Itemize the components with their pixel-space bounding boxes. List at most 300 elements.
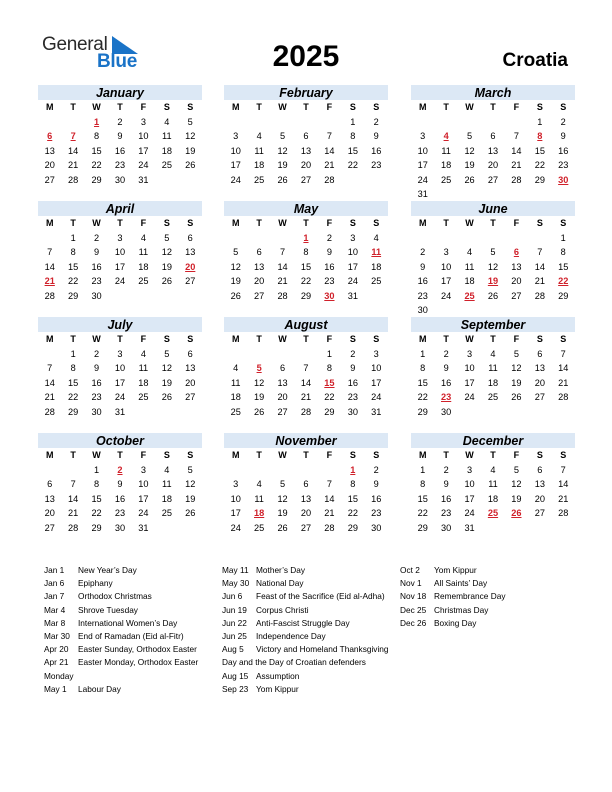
day-cell: 18 (487, 493, 499, 504)
day-cell: 25 (161, 508, 172, 518)
day-cell: 8 (420, 363, 426, 373)
day-cell: 29 (68, 406, 79, 417)
day-cell: 3 (140, 464, 146, 475)
day-cell: 20 (185, 377, 196, 388)
day-cell: 19 (254, 392, 265, 402)
logo-text-general: General (42, 34, 108, 55)
day-cell: 24 (114, 276, 126, 286)
day-cell: 20 (300, 508, 312, 518)
week-row (411, 492, 575, 507)
day-cell: 9 (117, 479, 123, 489)
weekday-label: W (465, 450, 474, 460)
day-cell: 19 (185, 145, 196, 156)
day-cell: 27 (254, 290, 265, 301)
holiday-day-cell: 20 (185, 261, 196, 272)
holiday-name: Orthodox Christmas (78, 591, 152, 602)
day-cell: 26 (277, 522, 288, 533)
holiday-date: Mar 30 (44, 630, 70, 641)
day-cell: 3 (117, 232, 123, 243)
day-cell: 17 (441, 276, 452, 286)
day-cell: 27 (534, 508, 545, 518)
day-cell: 14 (558, 479, 569, 489)
weekday-label: S (349, 450, 356, 460)
day-cell: 10 (464, 363, 475, 373)
day-cell: 16 (371, 145, 382, 156)
day-cell: 25 (138, 276, 149, 286)
holiday-day-cell: 2 (117, 464, 123, 475)
day-cell: 23 (91, 276, 102, 286)
day-cell: 29 (534, 174, 545, 185)
day-cell: 30 (417, 305, 428, 315)
holiday-name: Victory and Homeland Thanksgiving Day and the Day of Croatian defenders (222, 644, 389, 668)
holiday-name: Epiphany (78, 578, 113, 589)
empty-cell (434, 115, 457, 130)
day-cell: 3 (466, 464, 473, 475)
day-cell: 18 (161, 145, 172, 156)
month-title: March (411, 85, 575, 100)
day-cell: 29 (91, 174, 102, 185)
weekday-label: T (256, 102, 262, 112)
day-cell: 13 (534, 363, 545, 373)
day-cell: 20 (44, 160, 55, 170)
holiday-day-cell: 22 (558, 276, 569, 286)
day-cell: 9 (443, 479, 449, 489)
holiday-entry (222, 604, 397, 617)
day-cell: 22 (91, 160, 102, 170)
day-cell: 25 (254, 522, 265, 533)
weekday-label: S (163, 450, 170, 460)
day-cell: 19 (277, 508, 288, 518)
empty-cell (505, 521, 528, 536)
month-december (411, 433, 575, 535)
holiday-date: May 1 (44, 683, 67, 694)
day-cell: 10 (441, 261, 452, 272)
empty-cell (155, 173, 178, 188)
day-cell: 2 (443, 348, 449, 359)
day-cell: 15 (417, 377, 428, 388)
week-row (224, 260, 388, 275)
weekday-label: F (326, 450, 333, 460)
day-cell: 13 (44, 145, 55, 156)
day-cell: 21 (511, 160, 522, 170)
day-cell: 28 (68, 522, 79, 533)
day-cell: 2 (420, 247, 426, 257)
day-cell: 9 (560, 131, 566, 141)
holiday-entry (44, 617, 214, 630)
weekday-label: S (187, 102, 194, 112)
day-cell: 12 (230, 261, 241, 272)
holiday-entry (222, 670, 397, 683)
day-cell: 18 (371, 261, 382, 272)
day-cell: 12 (511, 363, 522, 373)
day-cell: 7 (279, 247, 286, 257)
day-cell: 28 (300, 406, 312, 417)
day-cell: 26 (487, 290, 499, 301)
day-cell: 27 (185, 276, 196, 286)
weekday-label: S (187, 218, 194, 228)
day-cell: 26 (464, 174, 475, 185)
weekday-label: T (490, 102, 496, 112)
holiday-day-cell: 30 (324, 290, 335, 301)
month-september (411, 317, 575, 419)
day-cell: 21 (558, 493, 569, 504)
day-cell: 27 (277, 406, 288, 417)
weekday-label: S (536, 218, 543, 228)
holiday-entry (44, 604, 214, 617)
day-cell: 31 (417, 189, 428, 199)
day-cell: 16 (417, 276, 428, 286)
weekday-label: F (326, 218, 333, 228)
week-row (38, 260, 202, 275)
day-cell: 4 (164, 464, 170, 475)
month-october (38, 433, 202, 535)
holiday-name: Corpus Christi (256, 604, 309, 615)
day-cell: 10 (114, 363, 126, 373)
holiday-date: Nov 18 (400, 591, 427, 602)
holiday-entry (44, 577, 214, 590)
day-cell: 5 (187, 464, 193, 475)
day-cell: 6 (187, 348, 193, 359)
holiday-entry (400, 577, 575, 590)
day-cell: 3 (420, 131, 426, 141)
empty-cell (505, 303, 528, 318)
day-cell: 9 (117, 131, 123, 141)
day-cell: 2 (326, 232, 332, 243)
week-row (224, 347, 388, 362)
holiday-date: Jan 1 (44, 565, 65, 575)
week-row (38, 173, 202, 188)
week-row (224, 405, 388, 420)
day-cell: 1 (70, 232, 76, 243)
day-cell: 31 (138, 174, 149, 185)
day-cell: 21 (558, 377, 569, 388)
week-row (411, 231, 575, 246)
day-cell: 13 (300, 493, 312, 504)
day-cell: 13 (511, 261, 522, 272)
day-cell: 10 (371, 363, 382, 373)
day-cell: 8 (350, 131, 356, 141)
day-cell: 27 (511, 290, 522, 301)
holiday-column (44, 564, 214, 696)
week-row (38, 289, 202, 304)
week-row (411, 390, 575, 405)
weekday-label: F (513, 218, 520, 228)
holiday-day-cell: 26 (511, 508, 522, 518)
day-cell: 18 (230, 392, 241, 402)
empty-cell (224, 463, 247, 478)
holiday-date: Nov 1 (400, 578, 422, 589)
empty-cell (552, 521, 575, 536)
day-cell: 2 (373, 116, 379, 127)
holiday-entry (44, 643, 214, 656)
holiday-column (400, 564, 575, 630)
day-cell: 22 (300, 276, 312, 286)
month-title: August (224, 317, 388, 332)
day-cell: 22 (347, 160, 358, 170)
weekday-label: W (92, 450, 101, 460)
weekday-header (411, 332, 575, 347)
day-cell: 14 (277, 261, 288, 272)
day-cell: 22 (324, 392, 335, 402)
day-cell: 28 (534, 290, 545, 301)
weekday-label: S (373, 450, 380, 460)
day-cell: 10 (417, 145, 428, 156)
weekday-header (224, 216, 388, 231)
day-cell: 28 (511, 174, 522, 185)
weekday-label: W (278, 218, 287, 228)
week-row (411, 274, 575, 289)
day-cell: 8 (560, 247, 566, 257)
weekday-label: F (140, 450, 147, 460)
day-cell: 24 (114, 392, 126, 402)
day-cell: 30 (441, 406, 452, 417)
day-cell: 23 (441, 508, 452, 518)
day-cell: 10 (138, 479, 149, 489)
holiday-day-cell: 8 (537, 131, 543, 141)
empty-cell (552, 187, 575, 202)
day-cell: 7 (70, 479, 76, 489)
day-cell: 17 (464, 493, 475, 504)
day-cell: 15 (68, 261, 79, 272)
day-cell: 27 (300, 522, 312, 533)
day-cell: 14 (324, 145, 335, 156)
day-cell: 16 (558, 145, 569, 156)
day-cell: 19 (464, 160, 475, 170)
holiday-name: Feast of the Sacrifice (Eid al-Adha) (256, 591, 385, 602)
day-cell: 20 (277, 392, 288, 402)
day-cell: 6 (537, 348, 543, 359)
day-cell: 11 (162, 479, 172, 489)
day-cell: 4 (490, 464, 496, 475)
holiday-entry (44, 590, 214, 603)
empty-cell (271, 231, 294, 246)
weekday-label: M (231, 450, 240, 460)
day-cell: 20 (511, 276, 522, 286)
holiday-day-cell: 11 (371, 247, 382, 257)
holiday-day-cell: 6 (47, 131, 53, 141)
weekday-header (411, 448, 575, 463)
day-cell: 3 (140, 116, 146, 127)
holiday-date: Oct 2 (400, 565, 420, 575)
holiday-name: Mother’s Day (256, 565, 306, 575)
day-cell: 22 (91, 508, 102, 518)
empty-cell (458, 303, 481, 318)
weekday-label: T (117, 450, 123, 460)
day-cell: 29 (347, 522, 358, 533)
weekday-label: F (140, 102, 147, 112)
day-cell: 26 (185, 508, 196, 518)
day-cell: 4 (140, 232, 146, 243)
empty-cell (434, 231, 457, 246)
day-cell: 18 (161, 493, 172, 504)
day-cell: 5 (279, 479, 286, 489)
weekday-label: S (349, 334, 356, 344)
holiday-name: Yom Kippur (256, 683, 299, 694)
weekday-label: F (326, 102, 333, 112)
day-cell: 23 (371, 160, 382, 170)
empty-cell (341, 173, 364, 188)
holiday-entry (222, 590, 397, 603)
day-cell: 24 (464, 392, 475, 402)
day-cell: 22 (68, 276, 79, 286)
day-cell: 22 (534, 160, 545, 170)
weekday-label: W (92, 334, 101, 344)
day-cell: 21 (277, 276, 288, 286)
day-cell: 3 (233, 479, 239, 489)
empty-cell (528, 231, 551, 246)
holiday-date: Aug 5 (222, 644, 244, 655)
day-cell: 1 (420, 348, 426, 359)
day-cell: 5 (466, 131, 473, 141)
day-cell: 31 (138, 522, 149, 533)
holiday-column (222, 564, 397, 696)
empty-cell (132, 405, 155, 420)
country-name: Croatia (502, 50, 568, 71)
day-cell: 29 (324, 406, 335, 417)
month-title: May (224, 201, 388, 216)
day-cell: 13 (487, 145, 499, 156)
day-cell: 17 (371, 377, 382, 388)
empty-cell (528, 405, 551, 420)
day-cell: 26 (277, 174, 288, 185)
week-row (224, 521, 388, 536)
day-cell: 19 (511, 377, 522, 388)
day-cell: 2 (560, 116, 566, 127)
day-cell: 9 (373, 131, 379, 141)
weekday-label: T (303, 450, 309, 460)
day-cell: 15 (91, 145, 102, 156)
weekday-header (224, 332, 388, 347)
week-row (38, 144, 202, 159)
empty-cell (61, 115, 84, 130)
day-cell: 7 (537, 247, 543, 257)
weekday-label: T (117, 102, 123, 112)
weekday-label: F (513, 450, 520, 460)
day-cell: 10 (347, 247, 358, 257)
empty-cell (247, 347, 270, 362)
month-title: July (38, 317, 202, 332)
day-cell: 25 (230, 406, 241, 417)
weekday-label: S (536, 102, 543, 112)
day-cell: 30 (91, 406, 102, 417)
day-cell: 28 (44, 406, 55, 417)
week-row (224, 115, 388, 130)
day-cell: 6 (537, 464, 543, 475)
day-cell: 16 (371, 493, 382, 504)
day-cell: 23 (91, 392, 102, 402)
day-cell: 28 (558, 508, 569, 518)
week-row (411, 158, 575, 173)
day-cell: 12 (464, 145, 475, 156)
holiday-entry (44, 656, 214, 682)
day-cell: 15 (534, 145, 545, 156)
day-cell: 21 (534, 276, 545, 286)
day-cell: 2 (117, 116, 123, 127)
day-cell: 14 (68, 493, 79, 504)
day-cell: 21 (44, 392, 55, 402)
day-cell: 19 (230, 276, 241, 286)
day-cell: 30 (347, 406, 358, 417)
day-cell: 28 (44, 290, 55, 301)
day-cell: 8 (303, 247, 309, 257)
day-cell: 31 (347, 290, 358, 301)
day-cell: 11 (138, 247, 149, 257)
day-cell: 21 (324, 508, 335, 518)
day-cell: 13 (534, 479, 545, 489)
day-cell: 9 (443, 363, 449, 373)
weekday-label: S (187, 334, 194, 344)
day-cell: 25 (254, 174, 265, 185)
day-cell: 4 (164, 116, 170, 127)
week-row (411, 376, 575, 391)
day-cell: 5 (233, 247, 239, 257)
week-row (411, 477, 575, 492)
day-cell: 16 (91, 377, 102, 388)
empty-cell (434, 187, 457, 202)
day-cell: 29 (91, 522, 102, 533)
empty-cell (318, 463, 341, 478)
day-cell: 7 (326, 131, 332, 141)
day-cell: 13 (277, 377, 288, 388)
holiday-name: New Year’s Day (78, 565, 137, 575)
week-row (224, 274, 388, 289)
day-cell: 23 (114, 160, 126, 170)
week-row (411, 260, 575, 275)
day-cell: 7 (560, 348, 566, 359)
holiday-entry (400, 617, 575, 630)
weekday-label: M (231, 334, 240, 344)
empty-cell (552, 303, 575, 318)
day-cell: 29 (417, 522, 428, 533)
weekday-label: T (443, 102, 449, 112)
day-cell: 18 (138, 377, 149, 388)
day-cell: 28 (68, 174, 79, 185)
day-cell: 29 (300, 290, 312, 301)
day-cell: 23 (417, 290, 428, 301)
day-cell: 6 (47, 479, 53, 489)
weekday-label: F (513, 334, 520, 344)
empty-cell (38, 115, 61, 130)
holiday-day-cell: 19 (487, 276, 499, 286)
empty-cell (247, 115, 270, 130)
day-cell: 3 (443, 247, 449, 257)
day-cell: 4 (140, 348, 146, 359)
empty-cell (38, 231, 61, 246)
logo-text-blue: Blue (97, 51, 137, 72)
weekday-header (38, 100, 202, 115)
day-cell: 23 (347, 392, 358, 402)
weekday-label: S (373, 218, 380, 228)
day-cell: 11 (441, 145, 451, 156)
day-cell: 1 (326, 348, 332, 359)
holiday-entry (44, 564, 214, 577)
month-february (224, 85, 388, 187)
day-cell: 10 (114, 247, 126, 257)
empty-cell (528, 187, 551, 202)
empty-cell (481, 303, 504, 318)
day-cell: 6 (187, 232, 193, 243)
empty-cell (481, 405, 504, 420)
weekday-label: S (349, 102, 356, 112)
day-cell: 3 (233, 131, 239, 141)
day-cell: 8 (420, 479, 426, 489)
empty-cell (179, 289, 202, 304)
holiday-date: Mar 4 (44, 604, 66, 615)
day-cell: 7 (560, 464, 566, 475)
week-row (38, 361, 202, 376)
week-row (224, 158, 388, 173)
day-cell: 19 (161, 377, 172, 388)
